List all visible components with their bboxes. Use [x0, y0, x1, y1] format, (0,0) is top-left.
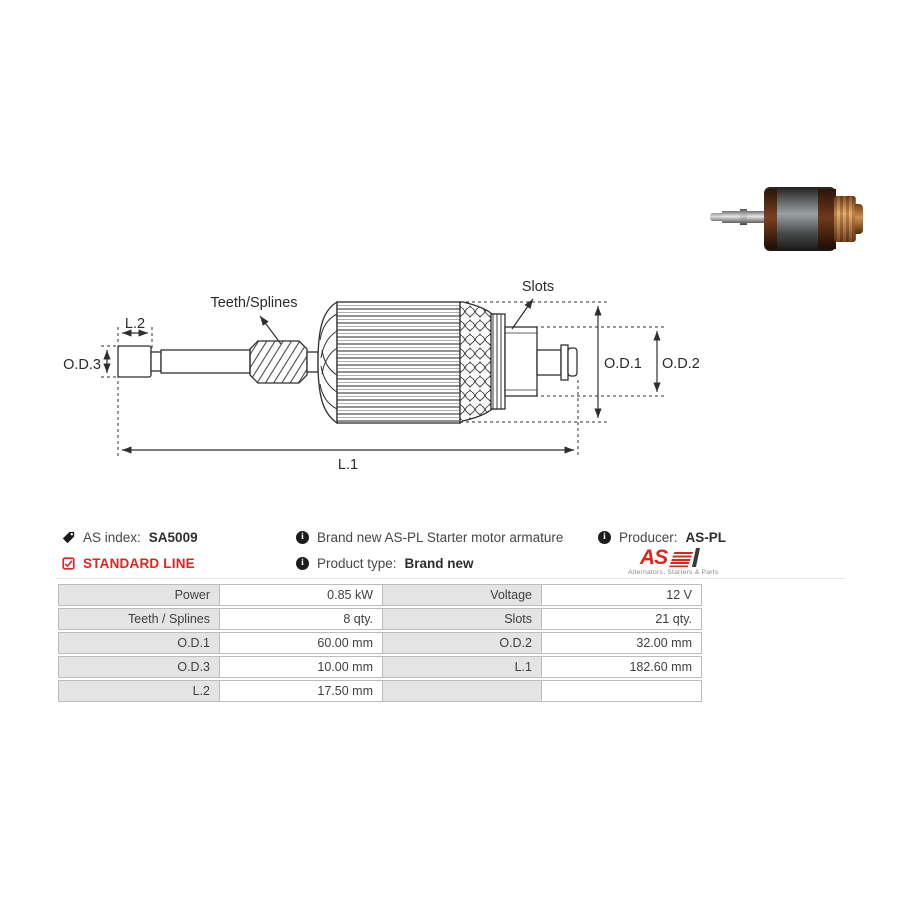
product-type-value: Brand new	[404, 556, 474, 571]
spec-value-cell: 32.00 mm	[541, 632, 702, 654]
tag-icon	[62, 531, 75, 544]
product-type-label: Product type:	[317, 556, 397, 571]
photo-winding-left	[764, 189, 777, 249]
diagram-label-od2: O.D.2	[662, 356, 700, 372]
spec-label-cell: O.D.3	[58, 656, 220, 678]
producer-label: Producer:	[619, 530, 678, 545]
as-index-value: SA5009	[148, 530, 198, 545]
spec-value-cell: 21 qty.	[541, 608, 702, 630]
standard-line-label: STANDARD LINE	[83, 556, 195, 571]
technical-diagram	[55, 262, 705, 487]
diagram-label-l1: L.1	[337, 457, 359, 473]
as-pl-logo-bar-icon	[692, 548, 700, 567]
spec-value-cell: 8 qty.	[219, 608, 383, 630]
photo-commutator	[834, 196, 856, 242]
spec-label-cell: L.2	[58, 680, 220, 702]
table-row	[58, 680, 702, 702]
check-square-icon	[62, 557, 75, 570]
info-column-middle	[296, 529, 563, 581]
spec-label-cell	[382, 680, 542, 702]
spec-value-cell: 17.50 mm	[219, 680, 383, 702]
as-pl-logo	[628, 546, 719, 576]
product-description: Brand new AS-PL Starter motor armature	[317, 530, 564, 545]
producer-row	[598, 529, 726, 546]
info-icon: i	[296, 557, 309, 570]
product-type-row	[296, 555, 563, 572]
spec-table	[58, 584, 702, 704]
table-row	[58, 632, 702, 654]
spec-value-cell: 12 V	[541, 584, 702, 606]
spec-value-cell: 0.85 kW	[219, 584, 383, 606]
diagram-label-l2: L.2	[124, 316, 146, 332]
photo-end-nub	[855, 204, 863, 234]
spec-label-cell: Voltage	[382, 584, 542, 606]
diagram-label-slots: Slots	[521, 279, 555, 295]
spec-value-cell: 182.60 mm	[541, 656, 702, 678]
table-row	[58, 608, 702, 630]
armature-drawing	[118, 302, 577, 423]
as-pl-logo-stripes-icon	[669, 552, 693, 567]
table-row	[58, 584, 702, 606]
as-pl-logo-text: AS	[639, 546, 668, 569]
info-column-left	[62, 529, 198, 581]
spec-label-cell: O.D.2	[382, 632, 542, 654]
as-pl-logo-mark	[628, 546, 710, 567]
diagram-label-od3: O.D.3	[63, 357, 101, 373]
table-row	[58, 656, 702, 678]
diagram-label-od1: O.D.1	[604, 356, 642, 372]
as-index-label: AS index:	[83, 530, 141, 545]
diagram-label-teeth-splines: Teeth/Splines	[210, 295, 298, 311]
spec-label-cell: L.1	[382, 656, 542, 678]
description-row	[296, 529, 563, 546]
as-pl-logo-subtext: Alternators, Starters & Parts	[628, 569, 719, 576]
standard-line-row	[62, 555, 198, 572]
info-icon: i	[296, 531, 309, 544]
info-icon: i	[598, 531, 611, 544]
product-photo[interactable]	[700, 182, 865, 252]
spec-label-cell: Slots	[382, 608, 542, 630]
spec-value-cell	[541, 680, 702, 702]
spec-value-cell: 10.00 mm	[219, 656, 383, 678]
producer-value: AS-PL	[685, 530, 727, 545]
photo-shaft-collar	[740, 209, 747, 225]
spec-label-cell: Teeth / Splines	[58, 608, 220, 630]
spec-value-cell: 60.00 mm	[219, 632, 383, 654]
spec-label-cell: O.D.1	[58, 632, 220, 654]
as-index-row	[62, 529, 198, 546]
spec-label-cell: Power	[58, 584, 220, 606]
